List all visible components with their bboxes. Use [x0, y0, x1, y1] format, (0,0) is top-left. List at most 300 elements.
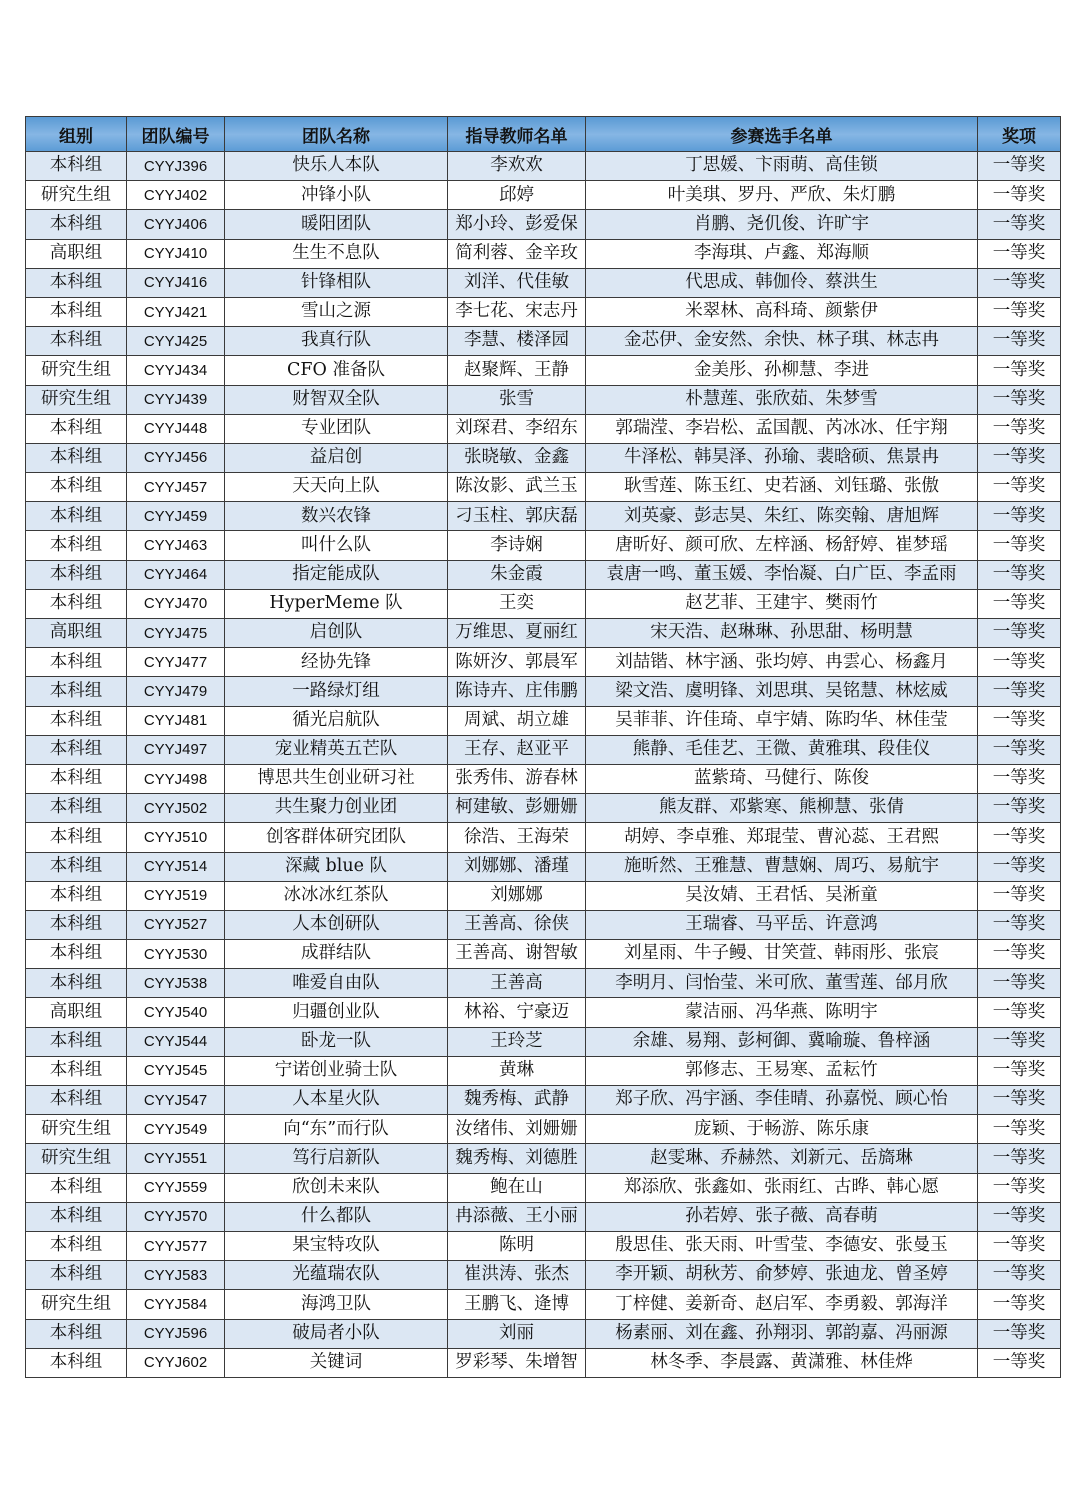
cell-id: CYYJ459 [127, 502, 225, 531]
cell-advisors: 刘琛君、李绍东 [448, 414, 586, 443]
cell-members: 郭瑞滢、李岩松、孟国靓、芮冰冰、任宇翔 [586, 414, 978, 443]
cell-award: 一等奖 [978, 443, 1061, 472]
cell-group: 本科组 [26, 1027, 127, 1056]
cell-group: 本科组 [26, 560, 127, 589]
header-group: 组别 [26, 117, 127, 152]
cell-advisors: 黄琳 [448, 1056, 586, 1085]
award-table [25, 116, 1061, 1378]
cell-group: 本科组 [26, 152, 127, 181]
cell-group: 本科组 [26, 706, 127, 735]
cell-award: 一等奖 [978, 1202, 1061, 1231]
cell-advisors: 冉添薇、王小丽 [448, 1202, 586, 1231]
cell-advisors: 鲍在山 [448, 1173, 586, 1202]
cell-award: 一等奖 [978, 969, 1061, 998]
cell-team-name: 什么都队 [225, 1202, 448, 1231]
cell-advisors: 郑小玲、彭爱保 [448, 210, 586, 239]
cell-members: 金美彤、孙柳慧、李进 [586, 356, 978, 385]
cell-group: 本科组 [26, 473, 127, 502]
table-row [26, 1261, 1061, 1290]
cell-members: 杨素丽、刘在鑫、孙翔羽、郭韵嘉、冯丽源 [586, 1319, 978, 1348]
cell-id: CYYJ498 [127, 764, 225, 793]
cell-team-name: 针锋相队 [225, 268, 448, 297]
cell-advisors: 刘娜娜、潘瑾 [448, 852, 586, 881]
cell-advisors: 林裕、宁豪迈 [448, 998, 586, 1027]
cell-team-name: 共生聚力创业团 [225, 794, 448, 823]
cell-id: CYYJ416 [127, 268, 225, 297]
cell-team-name: 我真行队 [225, 327, 448, 356]
cell-id: CYYJ519 [127, 881, 225, 910]
cell-advisors: 刘丽 [448, 1319, 586, 1348]
table-row [26, 531, 1061, 560]
header-row [26, 117, 1061, 152]
cell-members: 殷思佳、张天雨、叶雪莹、李德安、张曼玉 [586, 1231, 978, 1260]
cell-members: 李海琪、卢鑫、郑海顺 [586, 239, 978, 268]
cell-group: 本科组 [26, 852, 127, 881]
cell-advisors: 李诗娴 [448, 531, 586, 560]
cell-group: 研究生组 [26, 385, 127, 414]
cell-team-name: 深藏 blue 队 [225, 852, 448, 881]
header-team-id: 团队编号 [127, 117, 225, 152]
cell-award: 一等奖 [978, 823, 1061, 852]
cell-advisors: 陈明 [448, 1231, 586, 1260]
table-row [26, 998, 1061, 1027]
table-row [26, 794, 1061, 823]
cell-members: 刘喆锴、林宇涵、张均婷、冉雲心、杨鑫月 [586, 648, 978, 677]
cell-award: 一等奖 [978, 1231, 1061, 1260]
cell-award: 一等奖 [978, 297, 1061, 326]
header-award: 奖项 [978, 117, 1061, 152]
cell-id: CYYJ602 [127, 1348, 225, 1377]
cell-team-name: 雪山之源 [225, 297, 448, 326]
table-body [26, 152, 1061, 1378]
table-row [26, 502, 1061, 531]
table-row [26, 181, 1061, 210]
cell-advisors: 周斌、胡立雄 [448, 706, 586, 735]
cell-id: CYYJ406 [127, 210, 225, 239]
cell-group: 本科组 [26, 764, 127, 793]
cell-team-name: 叫什么队 [225, 531, 448, 560]
table-row [26, 823, 1061, 852]
cell-group: 研究生组 [26, 356, 127, 385]
table-row [26, 1144, 1061, 1173]
cell-group: 本科组 [26, 589, 127, 618]
cell-award: 一等奖 [978, 385, 1061, 414]
cell-group: 本科组 [26, 1261, 127, 1290]
cell-team-name: 光蕴瑞农队 [225, 1261, 448, 1290]
cell-award: 一等奖 [978, 648, 1061, 677]
table-row [26, 648, 1061, 677]
table-row [26, 589, 1061, 618]
table-row [26, 735, 1061, 764]
cell-award: 一等奖 [978, 1173, 1061, 1202]
cell-team-name: 财智双全队 [225, 385, 448, 414]
cell-members: 吴菲菲、许佳琦、卓宇婧、陈昀华、林佳莹 [586, 706, 978, 735]
cell-members: 蒙洁丽、冯华燕、陈明宇 [586, 998, 978, 1027]
cell-award: 一等奖 [978, 1056, 1061, 1085]
cell-advisors: 刘娜娜 [448, 881, 586, 910]
table-row [26, 239, 1061, 268]
cell-id: CYYJ479 [127, 677, 225, 706]
table-row [26, 414, 1061, 443]
cell-award: 一等奖 [978, 1144, 1061, 1173]
cell-group: 本科组 [26, 531, 127, 560]
cell-members: 牛泽松、韩昊泽、孙瑜、裴晗硕、焦景冉 [586, 443, 978, 472]
cell-award: 一等奖 [978, 706, 1061, 735]
cell-group: 研究生组 [26, 1144, 127, 1173]
cell-award: 一等奖 [978, 764, 1061, 793]
cell-id: CYYJ559 [127, 1173, 225, 1202]
cell-members: 赵雯琳、乔赫然、刘新元、岳旖琳 [586, 1144, 978, 1173]
cell-members: 叶美琪、罗丹、严欣、朱灯鹏 [586, 181, 978, 210]
table-row [26, 356, 1061, 385]
cell-team-name: CFO 准备队 [225, 356, 448, 385]
cell-advisors: 简利蓉、金辛玫 [448, 239, 586, 268]
cell-group: 研究生组 [26, 181, 127, 210]
cell-id: CYYJ481 [127, 706, 225, 735]
cell-id: CYYJ545 [127, 1056, 225, 1085]
cell-members: 米翠林、高科琦、颜紫伊 [586, 297, 978, 326]
cell-team-name: 海鸿卫队 [225, 1290, 448, 1319]
cell-id: CYYJ540 [127, 998, 225, 1027]
table-row [26, 852, 1061, 881]
cell-members: 刘英豪、彭志昊、朱红、陈奕翰、唐旭辉 [586, 502, 978, 531]
cell-advisors: 万维思、夏丽红 [448, 619, 586, 648]
cell-group: 本科组 [26, 268, 127, 297]
cell-advisors: 王善高、谢智敏 [448, 940, 586, 969]
cell-advisors: 崔洪涛、张杰 [448, 1261, 586, 1290]
table-row [26, 210, 1061, 239]
cell-award: 一等奖 [978, 940, 1061, 969]
cell-group: 本科组 [26, 1348, 127, 1377]
table-row [26, 706, 1061, 735]
table-row [26, 1231, 1061, 1260]
cell-members: 蓝紫琦、马健行、陈俊 [586, 764, 978, 793]
cell-award: 一等奖 [978, 998, 1061, 1027]
cell-group: 本科组 [26, 1202, 127, 1231]
cell-members: 丁思媛、卞雨萌、高佳锁 [586, 152, 978, 181]
cell-award: 一等奖 [978, 1348, 1061, 1377]
cell-award: 一等奖 [978, 619, 1061, 648]
cell-group: 本科组 [26, 1319, 127, 1348]
cell-members: 余雄、易翔、彭柯御、冀喻璇、鲁梓涵 [586, 1027, 978, 1056]
cell-group: 本科组 [26, 297, 127, 326]
cell-advisors: 赵聚辉、王静 [448, 356, 586, 385]
cell-award: 一等奖 [978, 268, 1061, 297]
cell-group: 本科组 [26, 414, 127, 443]
cell-advisors: 陈妍汐、郭晨军 [448, 648, 586, 677]
cell-group: 本科组 [26, 735, 127, 764]
cell-team-name: HyperMeme 队 [225, 589, 448, 618]
cell-advisors: 王善高 [448, 969, 586, 998]
cell-id: CYYJ497 [127, 735, 225, 764]
cell-team-name: 人本创研队 [225, 910, 448, 939]
cell-advisors: 柯建敏、彭姗姗 [448, 794, 586, 823]
table-row [26, 764, 1061, 793]
cell-members: 施昕然、王雅慧、曹慧娴、周巧、易航宇 [586, 852, 978, 881]
cell-id: CYYJ456 [127, 443, 225, 472]
cell-award: 一等奖 [978, 181, 1061, 210]
cell-award: 一等奖 [978, 794, 1061, 823]
cell-group: 本科组 [26, 502, 127, 531]
table-row [26, 1202, 1061, 1231]
cell-advisors: 王存、赵亚平 [448, 735, 586, 764]
cell-team-name: 人本星火队 [225, 1086, 448, 1115]
header-members: 参赛选手名单 [586, 117, 978, 152]
cell-id: CYYJ502 [127, 794, 225, 823]
cell-team-name: 卧龙一队 [225, 1027, 448, 1056]
cell-group: 研究生组 [26, 1115, 127, 1144]
cell-id: CYYJ510 [127, 823, 225, 852]
cell-members: 李明月、闫怡莹、米可欣、董雪莲、邰月欣 [586, 969, 978, 998]
table-row [26, 1056, 1061, 1085]
cell-members: 丁梓健、姜新奇、赵启军、李勇毅、郭海洋 [586, 1290, 978, 1319]
cell-award: 一等奖 [978, 677, 1061, 706]
table-row [26, 881, 1061, 910]
cell-id: CYYJ514 [127, 852, 225, 881]
cell-group: 本科组 [26, 210, 127, 239]
cell-members: 唐昕好、颜可欣、左梓涵、杨舒婷、崔梦瑶 [586, 531, 978, 560]
cell-members: 胡婷、李卓雅、郑琨莹、曹沁蕊、王君熙 [586, 823, 978, 852]
cell-advisors: 张雪 [448, 385, 586, 414]
cell-award: 一等奖 [978, 414, 1061, 443]
cell-members: 肖鹏、尧仉俊、许旷宇 [586, 210, 978, 239]
cell-team-name: 益启创 [225, 443, 448, 472]
cell-id: CYYJ551 [127, 1144, 225, 1173]
cell-id: CYYJ538 [127, 969, 225, 998]
cell-advisors: 王善高、徐侠 [448, 910, 586, 939]
cell-team-name: 关键词 [225, 1348, 448, 1377]
cell-award: 一等奖 [978, 1027, 1061, 1056]
cell-advisors: 魏秀梅、武静 [448, 1086, 586, 1115]
cell-team-name: 宁诺创业骑士队 [225, 1056, 448, 1085]
cell-group: 本科组 [26, 677, 127, 706]
cell-id: CYYJ549 [127, 1115, 225, 1144]
cell-members: 吴汝婧、王君恬、吴淅童 [586, 881, 978, 910]
cell-id: CYYJ421 [127, 297, 225, 326]
cell-group: 高职组 [26, 239, 127, 268]
cell-id: CYYJ402 [127, 181, 225, 210]
cell-award: 一等奖 [978, 881, 1061, 910]
table-row [26, 297, 1061, 326]
cell-id: CYYJ527 [127, 910, 225, 939]
cell-award: 一等奖 [978, 1319, 1061, 1348]
cell-team-name: 经协先锋 [225, 648, 448, 677]
cell-members: 熊友群、邓紫寒、熊柳慧、张倩 [586, 794, 978, 823]
cell-group: 本科组 [26, 910, 127, 939]
cell-advisors: 朱金霞 [448, 560, 586, 589]
cell-group: 本科组 [26, 1056, 127, 1085]
cell-members: 宋天浩、赵琳琳、孙思甜、杨明慧 [586, 619, 978, 648]
cell-advisors: 刘洋、代佳敏 [448, 268, 586, 297]
cell-group: 本科组 [26, 1173, 127, 1202]
cell-team-name: 破局者小队 [225, 1319, 448, 1348]
cell-id: CYYJ583 [127, 1261, 225, 1290]
cell-advisors: 刁玉柱、郭庆磊 [448, 502, 586, 531]
cell-team-name: 创客群体研究团队 [225, 823, 448, 852]
cell-id: CYYJ439 [127, 385, 225, 414]
cell-id: CYYJ547 [127, 1086, 225, 1115]
cell-members: 朴慧莲、张欣茹、朱梦雪 [586, 385, 978, 414]
cell-award: 一等奖 [978, 327, 1061, 356]
cell-id: CYYJ577 [127, 1231, 225, 1260]
cell-group: 本科组 [26, 940, 127, 969]
table-row [26, 327, 1061, 356]
table-row [26, 1115, 1061, 1144]
cell-team-name: 唯爱自由队 [225, 969, 448, 998]
cell-team-name: 欣创未来队 [225, 1173, 448, 1202]
cell-id: CYYJ584 [127, 1290, 225, 1319]
cell-advisors: 魏秀梅、刘德胜 [448, 1144, 586, 1173]
cell-members: 郑添欣、张鑫如、张雨红、古晔、韩心愿 [586, 1173, 978, 1202]
cell-id: CYYJ410 [127, 239, 225, 268]
cell-members: 刘星雨、牛子鳗、甘笑萱、韩雨彤、张宸 [586, 940, 978, 969]
cell-advisors: 汝绪伟、刘姗姗 [448, 1115, 586, 1144]
cell-advisors: 陈诗卉、庄伟鹏 [448, 677, 586, 706]
header-advisors: 指导教师名单 [448, 117, 586, 152]
cell-group: 本科组 [26, 648, 127, 677]
cell-award: 一等奖 [978, 1086, 1061, 1115]
cell-award: 一等奖 [978, 1290, 1061, 1319]
cell-advisors: 王奕 [448, 589, 586, 618]
cell-award: 一等奖 [978, 473, 1061, 502]
cell-group: 本科组 [26, 794, 127, 823]
cell-id: CYYJ530 [127, 940, 225, 969]
cell-team-name: 暖阳团队 [225, 210, 448, 239]
header-team-name: 团队名称 [225, 117, 448, 152]
table-row [26, 473, 1061, 502]
cell-award: 一等奖 [978, 852, 1061, 881]
cell-advisors: 李七花、宋志丹 [448, 297, 586, 326]
cell-members: 郑子欣、冯宇涵、李佳晴、孙嘉悦、顾心怡 [586, 1086, 978, 1115]
cell-award: 一等奖 [978, 239, 1061, 268]
cell-team-name: 快乐人本队 [225, 152, 448, 181]
cell-team-name: 博思共生创业研习社 [225, 764, 448, 793]
cell-members: 林冬季、李晨露、黄潇雅、林佳烨 [586, 1348, 978, 1377]
cell-id: CYYJ448 [127, 414, 225, 443]
cell-team-name: 专业团队 [225, 414, 448, 443]
cell-advisors: 邱婷 [448, 181, 586, 210]
cell-award: 一等奖 [978, 356, 1061, 385]
table-row [26, 619, 1061, 648]
cell-members: 熊静、毛佳艺、王微、黄雅琪、段佳仪 [586, 735, 978, 764]
cell-id: CYYJ464 [127, 560, 225, 589]
table-row [26, 1173, 1061, 1202]
cell-members: 郭修志、王易寒、孟耘竹 [586, 1056, 978, 1085]
cell-group: 高职组 [26, 998, 127, 1027]
cell-id: CYYJ457 [127, 473, 225, 502]
cell-group: 本科组 [26, 443, 127, 472]
cell-team-name: 启创队 [225, 619, 448, 648]
cell-team-name: 生生不息队 [225, 239, 448, 268]
table-row [26, 940, 1061, 969]
cell-members: 梁文浩、虞明锋、刘思琪、吴铭慧、林炫威 [586, 677, 978, 706]
cell-advisors: 张秀伟、游春林 [448, 764, 586, 793]
cell-members: 王瑞睿、马平岳、许意鸿 [586, 910, 978, 939]
cell-team-name: 向“东”而行队 [225, 1115, 448, 1144]
cell-team-name: 果宝特攻队 [225, 1231, 448, 1260]
cell-group: 本科组 [26, 327, 127, 356]
cell-members: 耿雪莲、陈玉红、史若涵、刘钰璐、张傲 [586, 473, 978, 502]
cell-group: 本科组 [26, 881, 127, 910]
cell-advisors: 罗彩琴、朱增智 [448, 1348, 586, 1377]
cell-team-name: 冰冰冰红茶队 [225, 881, 448, 910]
cell-members: 庞颖、于畅游、陈乐康 [586, 1115, 978, 1144]
cell-team-name: 宠业精英五芒队 [225, 735, 448, 764]
table-row [26, 1319, 1061, 1348]
cell-advisors: 王玲芝 [448, 1027, 586, 1056]
cell-id: CYYJ463 [127, 531, 225, 560]
cell-members: 李开颖、胡秋芳、俞梦婷、张迪龙、曾圣婷 [586, 1261, 978, 1290]
cell-award: 一等奖 [978, 910, 1061, 939]
cell-group: 研究生组 [26, 1290, 127, 1319]
cell-team-name: 成群结队 [225, 940, 448, 969]
cell-members: 袁唐一鸣、董玉媛、李怡凝、白广臣、李孟雨 [586, 560, 978, 589]
table-row [26, 268, 1061, 297]
cell-group: 高职组 [26, 619, 127, 648]
cell-id: CYYJ544 [127, 1027, 225, 1056]
cell-award: 一等奖 [978, 152, 1061, 181]
table-header [26, 117, 1061, 152]
cell-members: 孙若婷、张子薇、高春萌 [586, 1202, 978, 1231]
cell-advisors: 陈汝影、武兰玉 [448, 473, 586, 502]
cell-id: CYYJ477 [127, 648, 225, 677]
cell-advisors: 张晓敏、金鑫 [448, 443, 586, 472]
cell-team-name: 循光启航队 [225, 706, 448, 735]
table-row [26, 443, 1061, 472]
cell-id: CYYJ425 [127, 327, 225, 356]
cell-id: CYYJ596 [127, 1319, 225, 1348]
table-row [26, 1027, 1061, 1056]
cell-id: CYYJ396 [127, 152, 225, 181]
cell-advisors: 李欢欢 [448, 152, 586, 181]
cell-advisors: 王鹏飞、逄博 [448, 1290, 586, 1319]
table-row [26, 1348, 1061, 1377]
table-row [26, 385, 1061, 414]
table-row [26, 969, 1061, 998]
cell-award: 一等奖 [978, 502, 1061, 531]
cell-members: 代思成、韩伽伶、蔡洪生 [586, 268, 978, 297]
cell-award: 一等奖 [978, 560, 1061, 589]
cell-team-name: 天天向上队 [225, 473, 448, 502]
cell-team-name: 笃行启新队 [225, 1144, 448, 1173]
table-row [26, 1290, 1061, 1319]
cell-advisors: 徐浩、王海荣 [448, 823, 586, 852]
cell-team-name: 指定能成队 [225, 560, 448, 589]
cell-id: CYYJ570 [127, 1202, 225, 1231]
cell-team-name: 冲锋小队 [225, 181, 448, 210]
table-row [26, 1086, 1061, 1115]
cell-id: CYYJ434 [127, 356, 225, 385]
cell-members: 赵艺菲、王建宇、樊雨竹 [586, 589, 978, 618]
cell-id: CYYJ475 [127, 619, 225, 648]
cell-award: 一等奖 [978, 210, 1061, 239]
cell-award: 一等奖 [978, 589, 1061, 618]
cell-award: 一等奖 [978, 1115, 1061, 1144]
table-row [26, 560, 1061, 589]
cell-team-name: 归疆创业队 [225, 998, 448, 1027]
cell-award: 一等奖 [978, 735, 1061, 764]
table-row [26, 910, 1061, 939]
cell-advisors: 李慧、楼泽园 [448, 327, 586, 356]
cell-members: 金芯伊、金安然、余快、林子琪、林志冉 [586, 327, 978, 356]
cell-team-name: 一路绿灯组 [225, 677, 448, 706]
cell-group: 本科组 [26, 969, 127, 998]
table-row [26, 152, 1061, 181]
table-row [26, 677, 1061, 706]
cell-award: 一等奖 [978, 531, 1061, 560]
cell-group: 本科组 [26, 1086, 127, 1115]
cell-group: 本科组 [26, 1231, 127, 1260]
